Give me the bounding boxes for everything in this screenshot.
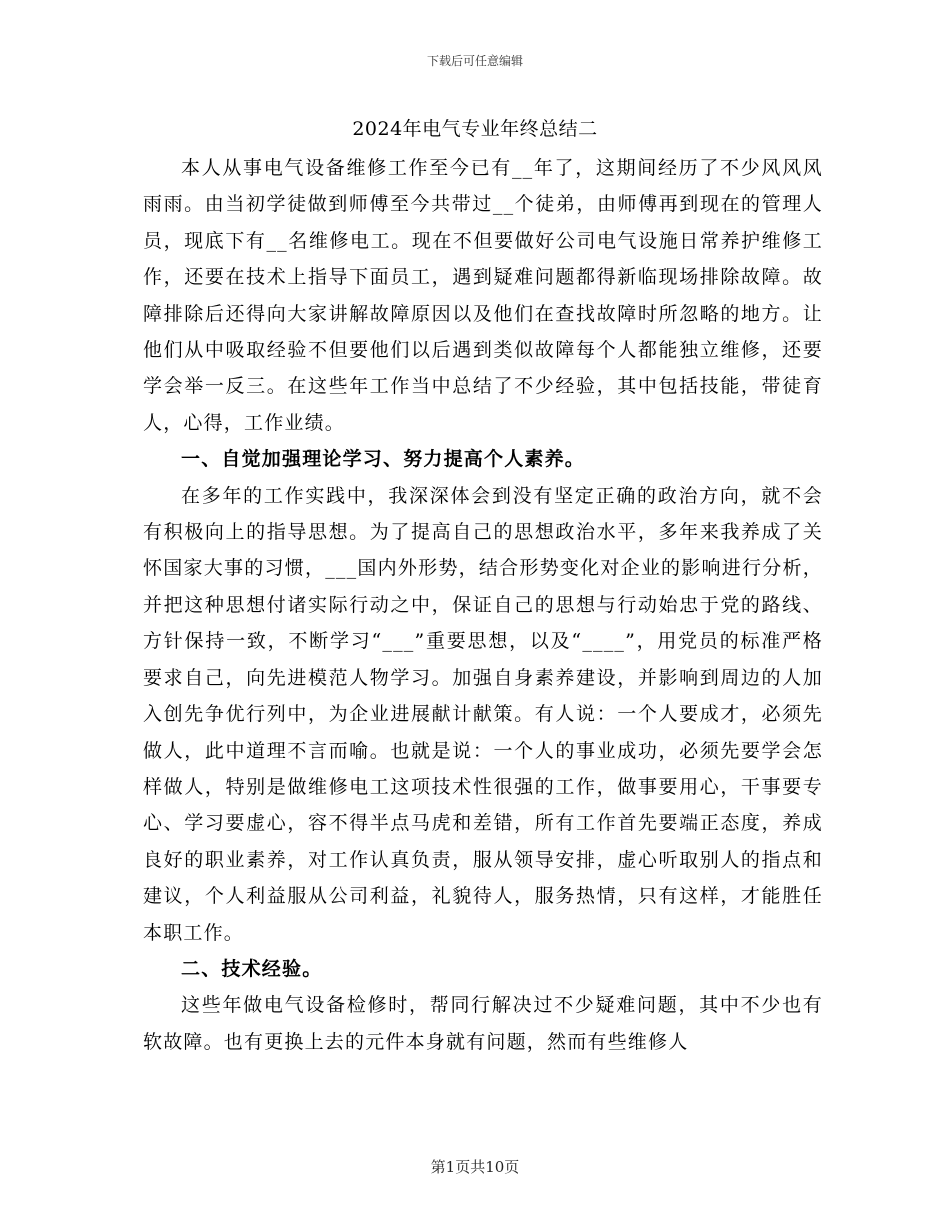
paragraph-technical-experience: 这些年做电气设备检修时，帮同行解决过不少疑难问题，其中不少也有软故障。也有更换上去的元件本身就有问题，然而有些维修人 (143, 994, 823, 1053)
page-footer-indicator: 第1页共10页 (430, 1158, 520, 1176)
page-header-note: 下载后可任意编辑 (426, 54, 523, 68)
document-body (143, 150, 823, 1060)
section-heading-1: 一、自觉加强理论学习、努力提高个人素养。 (181, 448, 586, 471)
section-heading-2: 二、技术经验。 (181, 957, 323, 980)
paragraph-theory-study: 在多年的工作实践中，我深深体会到没有坚定正确的政治方向，就不会有积极向上的指导思想。为了提高自己的思想政治水平，多年来我养成了关怀国家大事的习惯，___国内外形势，结合形势变化对企业的影响进行分析，并把这种思想付诸实际行动之中，保证自己的思想与行动始忠于党的路线、方针保持一致，不断学习“___”重要思想，以及“____”，用党员的标准严格要求自己，向先进模范人物学习。加强自身素养建设，并影响到周边的人加入创先争优行列中，为企业进展献计献策。有人说：一个人要成才，必须先做人，此中道理不言而喻。也就是说：一个人的事业成功，必须先要学会怎样做人，特别是做维修电工这项技术性很强的工作，做事要用心，干事要专心、学习要虚心，容不得半点马虎和差错，所有工作首先要端正态度，养成良好的职业素养，对工作认真负责，服从领导安排，虚心听取别人的指点和建议，个人利益服从公司利益，礼貌待人，服务热情，只有这样，才能胜任本职工作。 (143, 484, 823, 944)
paragraph-intro: 本人从事电气设备维修工作至今已有__年了，这期间经历了不少风风风雨雨。由当初学徒做到师傅至今共带过__个徒弟，由师傅再到现在的管理人员，现底下有__名维修电工。现在不但要做好公司电气设施日常养护维修工作，还要在技术上指导下面员工，遇到疑难问题都得新临现场排除故障。故障排除后还得向大家讲解故障原因以及他们在查找故障时所忽略的地方。让他们从中吸取经验不但要他们以后遇到类似故障每个人都能独立维修，还要学会举一反三。在这些年工作当中总结了不少经验，其中包括技能，带徒育人，心得，工作业绩。 (143, 157, 823, 434)
document-title: 2024年电气专业年终总结二 (352, 118, 598, 140)
